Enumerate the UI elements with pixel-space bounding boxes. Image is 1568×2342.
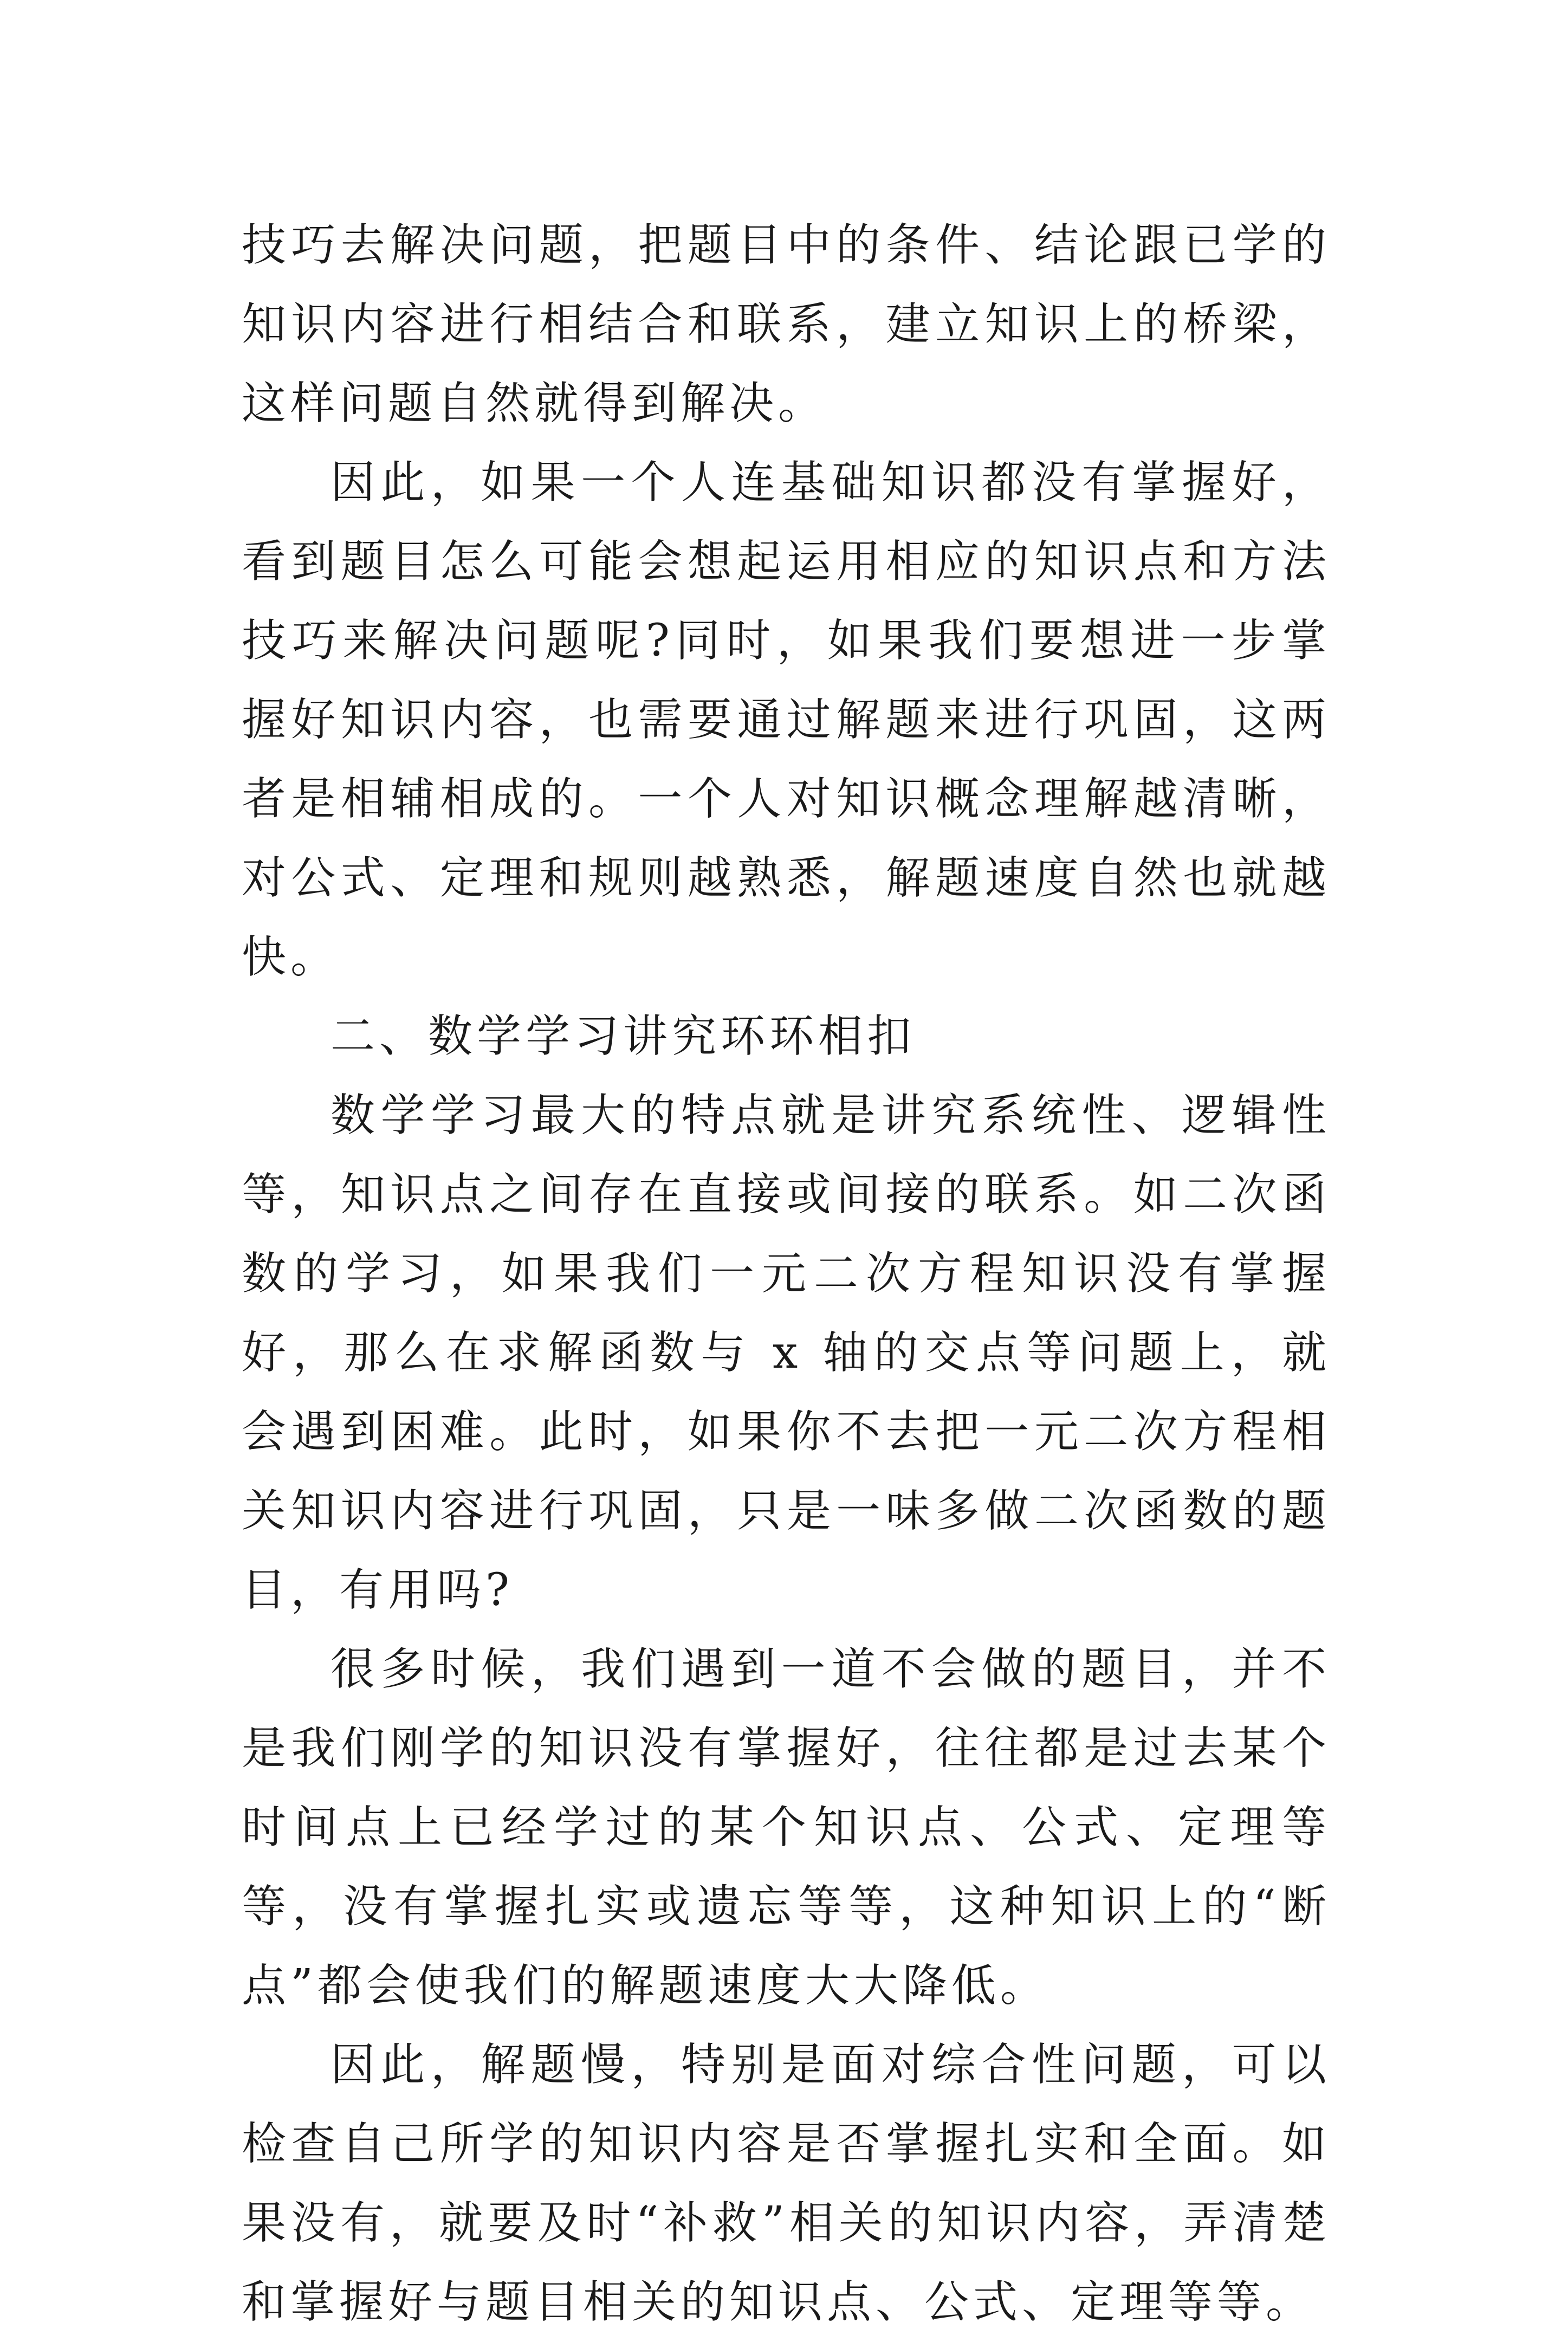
paragraph-basic-knowledge: 因此，如果一个人连基础知识都没有掌握好，看到题目怎么可能会想起运用相应的知识点和方法技巧来解决问题呢?同时，如果我们要想进一步掌握好知识内容，也需要通过解题来进行巩固，这两者是相辅相成的。一个人对知识概念理解越清晰，对公式、定理和规则越熟悉，解题速度自然也就越快。 [242,457,1331,983]
paragraph-knowledge-gaps: 很多时候，我们遇到一道不会做的题目，并不是我们刚学的知识没有掌握好，往往都是过去某个时间点上已经学过的某个知识点、公式、定理等等，没有掌握扎实或遗忘等等，这种知识上的“断点”都会使我们的解题速度大大降低。 [242,1644,1331,2011]
document-body [242,206,1331,2342]
paragraph-continuation: 技巧去解决问题，把题目中的条件、结论跟已学的知识内容进行相结合和联系，建立知识上的桥梁，这样问题自然就得到解决。 [242,219,1331,429]
paragraph-systematic-learning: 数学学习最大的特点就是讲究系统性、逻辑性等，知识点之间存在直接或间接的联系。如二次函数的学习，如果我们一元二次方程知识没有掌握好，那么在求解函数与 x 轴的交点等问题上，就会遇到困难。此时，如果你不去把一元二次方程相关知识内容进行巩固，只是一味多做二次函数的题目，有用吗? [242,1090,1331,1616]
section-heading: 二、数学学习讲究环环相扣 [331,1011,916,1062]
paragraph-remedy: 因此，解题慢，特别是面对综合性问题，可以检查自己所学的知识内容是否掌握扎实和全面。如果没有，就要及时“补救”相关的知识内容，弄清楚和掌握好与题目相关的知识点、公式、定理等等。 [242,2039,1331,2328]
